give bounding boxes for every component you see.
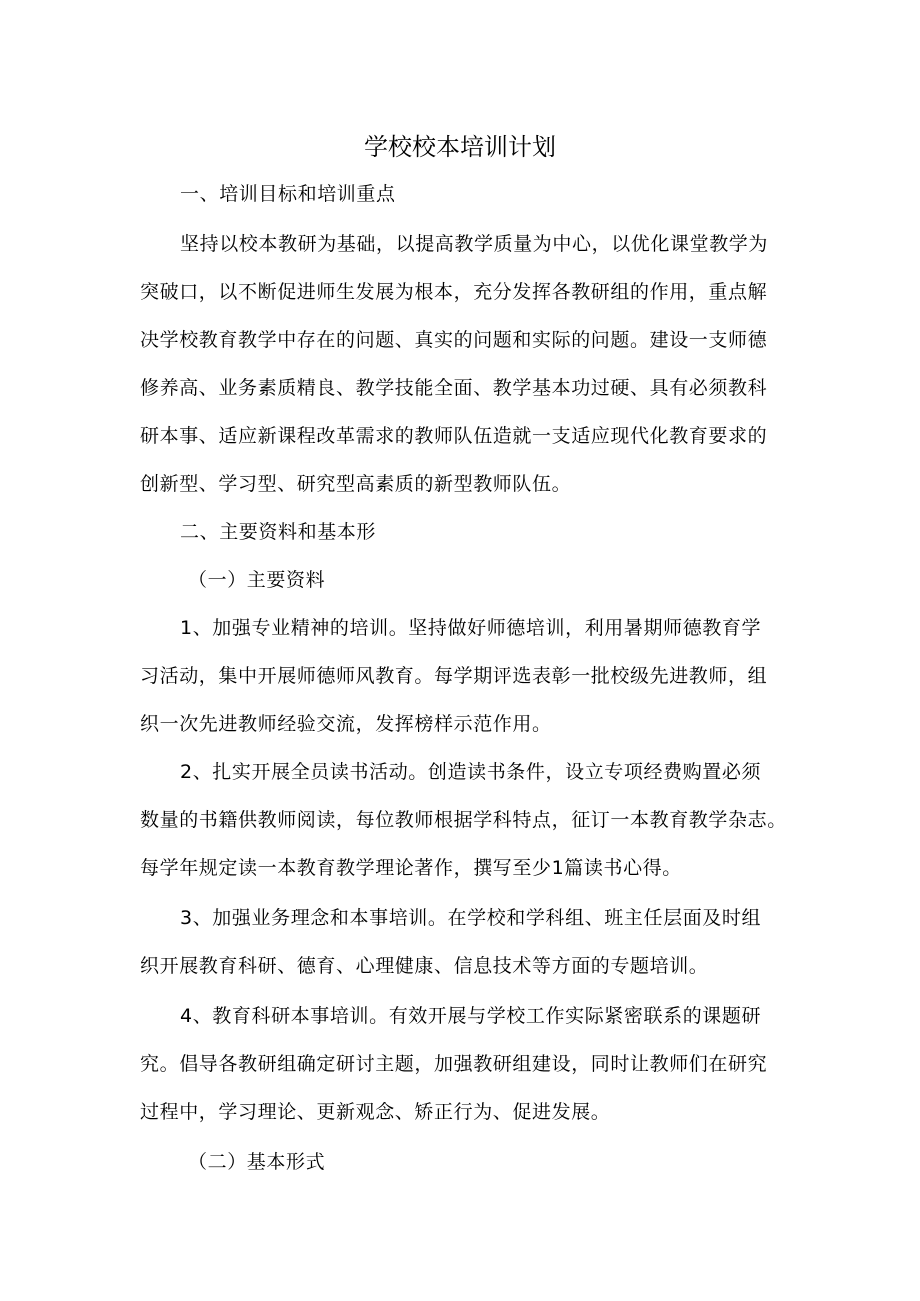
paragraph-line: 突破口，以不断促进师生发展为根本，充分发挥各教研组的作用，重点解 [140, 281, 768, 303]
subsection-heading-2: （二）基本形式 [188, 1151, 326, 1173]
subsection-heading-1: （一）主要资料 [188, 569, 326, 591]
paragraph-line: 决学校教育教学中存在的问题、真实的问题和实际的问题。建设一支师德 [140, 329, 768, 351]
document-title: 学校校本培训计划 [364, 133, 556, 161]
paragraph-line: 研本事、适应新课程改革需求的教师队伍造就一支适应现代化教育要求的 [140, 425, 768, 447]
paragraph-line: 过程中，学习理论、更新观念、矫正行为、促进发展。 [140, 1101, 611, 1123]
section-heading-1: 一、培训目标和培训重点 [180, 183, 396, 205]
paragraph-line: 修养高、业务素质精良、教学技能全面、教学基本功过硬、具有必须教科 [140, 377, 768, 399]
paragraph-line: 织开展教育科研、德育、心理健康、信息技术等方面的专题培训。 [140, 955, 709, 977]
paragraph-line: 织一次先进教师经验交流，发挥榜样示范作用。 [140, 713, 552, 735]
paragraph-line: 习活动，集中开展师德师风教育。每学期评选表彰一批校级先进教师，组 [140, 665, 768, 687]
paragraph-line: 1、加强专业精神的培训。坚持做好师德培训，利用暑期师德教育学 [180, 617, 762, 639]
paragraph-line: 究。倡导各教研组确定研讨主题，加强教研组建设，同时让教师们在研究 [140, 1053, 768, 1075]
section-heading-2: 二、主要资料和基本形 [180, 521, 377, 543]
paragraph-line: 每学年规定读一本教育教学理论著作，撰写至少1篇读书心得。 [140, 857, 682, 879]
paragraph-line: 4、教育科研本事培训。有效开展与学校工作实际紧密联系的课题研 [180, 1005, 762, 1027]
paragraph-line: 3、加强业务理念和本事培训。在学校和学科组、班主任层面及时组 [180, 907, 762, 929]
paragraph-line: 数量的书籍供教师阅读，每位教师根据学科特点，征订一本教育教学杂志。 [140, 809, 787, 831]
paragraph-line: 创新型、学习型、研究型高素质的新型教师队伍。 [140, 473, 572, 495]
paragraph-line: 坚持以校本教研为基础，以提高教学质量为中心，以优化课堂教学为 [180, 233, 769, 255]
paragraph-line: 2、扎实开展全员读书活动。创造读书条件，设立专项经费购置必须 [180, 761, 762, 783]
